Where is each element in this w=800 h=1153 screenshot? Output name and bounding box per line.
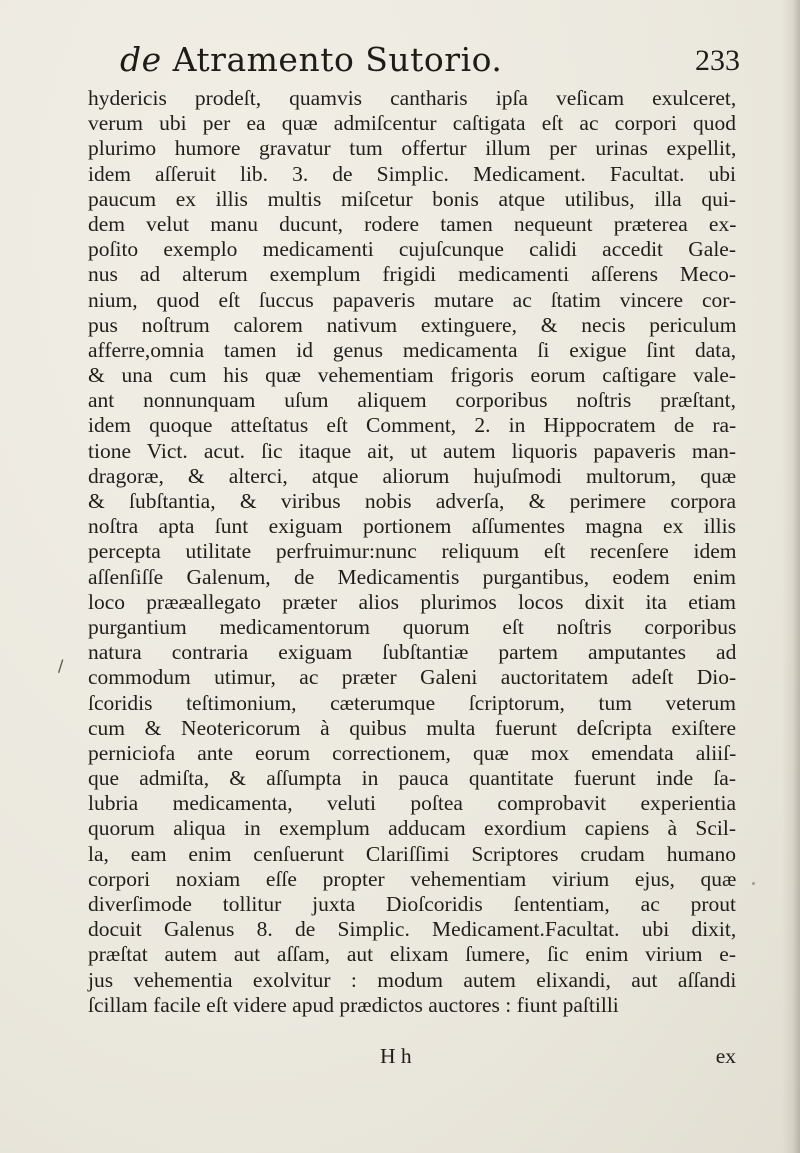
text-line: idem aſſeruit lib. 3. de Simplic. Medicament. Facultat. ubi [88, 161, 736, 186]
text-line: nium, quod eſt ſuccus papaveris mutare ac ſtatim vincere cor- [88, 287, 737, 312]
text-line: afferre,omnia tamen id genus medicamenta ſi exigue ſint data, [88, 337, 737, 362]
text-line: dragoræ, & alterci, atque aliorum hujuſmodi multorum, quæ [88, 463, 737, 488]
text-line: pus noſtrum calorem nativum extinguere, & necis periculum [88, 312, 737, 337]
paper-speck [176, 330, 179, 333]
text-line: natura contraria exiguam ſubſtantiæ partem amputantes ad [88, 640, 737, 665]
text-line: paucum ex illis multis miſcetur bonis atque utilibus, illa qui- [88, 186, 736, 211]
text-line: & una cum his quæ vehementiam frigoris eorum caſtigare vale- [88, 363, 737, 388]
text-line: hydericis prodeſt, quamvis cantharis ipſa veſicam exulceret, [88, 86, 737, 110]
catchword: ex [715, 1044, 736, 1068]
paper-speck [752, 882, 755, 885]
text-line: tione Vict. acut. ſic itaque ait, ut autem liquoris papaveris man- [88, 438, 737, 463]
text-line: purgantium medicamentorum quorum eſt noſtris corporibus [88, 614, 737, 639]
text-line: nus ad alterum exemplum frigidi medicamenti aſſerens Meco- [88, 262, 736, 287]
running-head [120, 40, 502, 79]
page-number: 233 [695, 44, 740, 77]
text-line: la, eam enim cenſuerunt Clariſſimi Scriptores crudam humano [88, 841, 736, 866]
text-line: & ſubſtantia, & viribus nobis adverſa, & perimere corpora [88, 489, 736, 513]
running-head-title: Atramento Sutorio. [172, 40, 503, 79]
text-line: ant nonnunquam uſum aliquem corporibus noſtris præſtant, [88, 388, 736, 413]
text-line: ſcoridis teſtimonium, cæterumque ſcriptorum, tum veterum [88, 690, 736, 715]
text-line: noſtra apta ſunt exiguam portionem aſſumentes magna ex illis [88, 514, 736, 539]
text-line: dem velut manu ducunt, rodere tamen nequeunt præterea ex- [88, 211, 737, 236]
text-line: perniciofa ante eorum correctionem, quæ mox emendata aliiſ- [88, 740, 737, 765]
text-line: percepta utilitate perfruimur:nunc reliquum eſt recenſere idem [88, 539, 737, 564]
text-line: idem quoque atteſtatus eſt Comment, 2. in Hippocratem de ra- [88, 413, 737, 438]
text-line: verum ubi per ea quæ admiſcentur caſtigata eſt ac corpori quod [88, 111, 736, 136]
text-line: lubria medicamenta, veluti poſtea comprobavit experientia [88, 791, 736, 816]
text-line: que admiſta, & aſſumpta in pauca quantitate fuerunt inde ſa- [88, 766, 736, 791]
text-line: docuit Galenus 8. de Simplic. Medicament.Facultat. ubi dixit, [88, 917, 737, 942]
signature-mark: H h [380, 1044, 412, 1068]
text-line: præſtat autem aut aſſam, aut elixam ſumere, ſic enim virium e- [88, 942, 736, 967]
page-header [120, 40, 740, 88]
page-edge-shadow [782, 0, 800, 1153]
text-line: commodum utimur, ac præter Galeni auctoritatem adeſt Dio- [88, 665, 737, 690]
paper-speck [708, 376, 711, 379]
body-text [88, 86, 736, 1018]
page-footer [88, 1044, 736, 1070]
margin-mark: / [58, 656, 64, 675]
text-line: diverſimode tollitur juxta Dioſcoridis ſententiam, ac prout [88, 892, 736, 916]
text-line: loco prææallegato præter alios plurimos locos dixit ita etiam [88, 589, 736, 614]
text-line: quorum aliqua in exemplum adducam exordium capiens à Scil- [88, 816, 736, 841]
text-line: jus vehementia exolvitur : modum autem elixandi, aut aſſandi [88, 967, 737, 992]
text-line: plurimo humore gravatur tum offertur illum per urinas expellit, [88, 136, 737, 161]
text-line: corpori noxiam eſſe propter vehementiam virium ejus, quæ [88, 866, 737, 891]
text-line: poſito exemplo medicamenti cujuſcunque calidi accedit Gale- [88, 237, 736, 262]
text-line: ſcillam facile eſt videre apud prædictos auctores : fiunt paſtilli [88, 992, 619, 1017]
text-line: aſſenſiſſe Galenum, de Medicamentis purgantibus, eodem enim [88, 564, 736, 589]
text-line: cum & Neotericorum à quibus multa fuerunt deſcripta exiſtere [88, 715, 736, 740]
running-head-prefix: de [120, 40, 162, 79]
